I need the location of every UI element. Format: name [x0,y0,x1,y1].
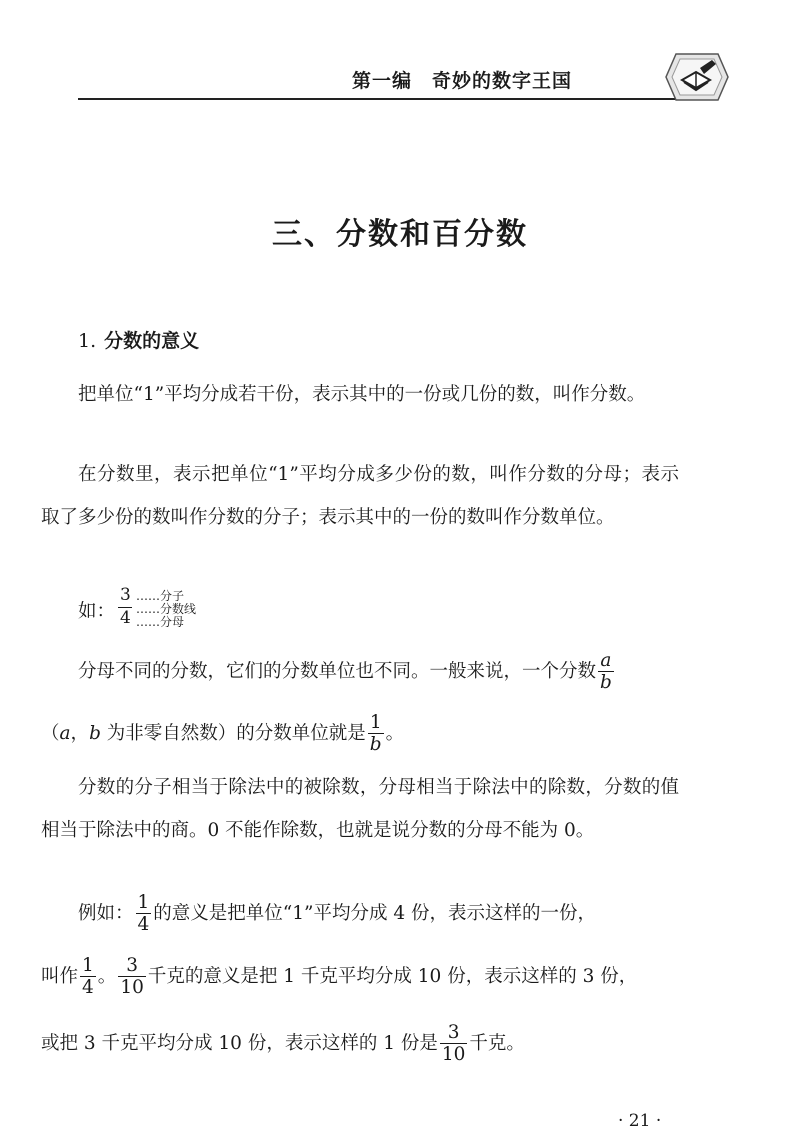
running-header-title: 第一编 奇妙的数字王国 [352,70,573,92]
section-title: 分数的意义 [104,330,200,352]
example-line1 [78,893,596,935]
diagram-denominator: 4 [120,608,131,628]
fraction-numerator: 3 [118,956,146,977]
fraction-denominator: 4 [137,914,150,936]
fraction-numerator: a [598,651,614,672]
book-emblem-icon [662,50,730,104]
text-segment: 或把 3 千克平均分成 10 份，表示这样的 1 份是 [41,1032,438,1054]
fraction-denominator: 10 [120,977,144,999]
text-segment: 分母不同的分数，它们的分数单位也不同。一般来说，一个分数 [78,660,597,682]
fraction-parts-diagram [78,587,278,627]
text-segment: 。 [385,722,405,744]
paragraph-definition: 把单位“1”平均分成若干份，表示其中的一份或几份的数，叫作分数。 [78,384,646,405]
paragraph-unit-line2 [41,713,404,755]
fraction-denominator: b [600,672,612,694]
paragraph-terms: 在分数里，表示把单位“1”平均分成多少份的数，叫作分数的分母；表示取了多少份的数叫作分数的分子；表示其中的一份的数叫作分数单位。 [41,464,679,528]
text-segment: 千克。 [469,1032,525,1054]
section-number: 1. [78,330,97,352]
fraction-numerator: 1 [137,892,150,913]
variable-b: b [89,722,101,744]
fraction-1-over-4 [80,956,96,998]
fraction-denominator: 4 [82,977,94,999]
example-label: 如： [78,601,116,622]
fraction-numerator: 3 [440,1023,468,1044]
text-segment: 为非零自然数）的分数单位就是 [100,722,366,744]
header-divider [78,98,678,100]
chapter-title: 三、分数和百分数 [272,217,528,252]
example-line2 [41,956,637,998]
section-heading [78,326,199,353]
example-line3 [41,1023,525,1065]
fraction-denominator: 10 [441,1044,466,1066]
text-segment: 叫作 [41,965,79,987]
text-segment: 例如： [78,902,134,924]
text-segment: （ [41,722,60,744]
denominator-note: ……分母 [136,615,185,629]
fraction-3-over-10 [118,956,146,998]
text-segment: 。 [97,965,117,987]
diagram-numerator: 3 [120,585,131,605]
paragraph-unit-line1 [78,651,616,693]
fraction-3-over-10 [440,1023,468,1065]
numerator-note: ……分子 [136,589,185,603]
fraction-numerator: 1 [368,713,384,734]
fraction-1-over-b [368,713,384,755]
text-segment: 千克的意义是把 1 千克平均分成 10 份，表示这样的 3 份， [147,965,638,987]
fraction-1-over-4 [136,893,152,935]
fraction-a-over-b [598,651,614,693]
variable-a: a [59,722,71,744]
page-number: · 21 · [618,1111,662,1131]
text-segment: 的意义是把单位“1”平均分成 4 份，表示这样的一份， [153,902,597,924]
fraction-denominator: b [369,734,382,756]
text-segment: ， [70,722,90,744]
paragraph-division: 分数的分子相当于除法中的被除数，分母相当于除法中的除数，分数的值相当于除法中的商。0 不能作除数，也就是说分数的分母不能为 0。 [41,777,679,841]
fraction-bar-note: ……分数线 [136,602,197,616]
fraction-numerator: 1 [82,955,94,976]
